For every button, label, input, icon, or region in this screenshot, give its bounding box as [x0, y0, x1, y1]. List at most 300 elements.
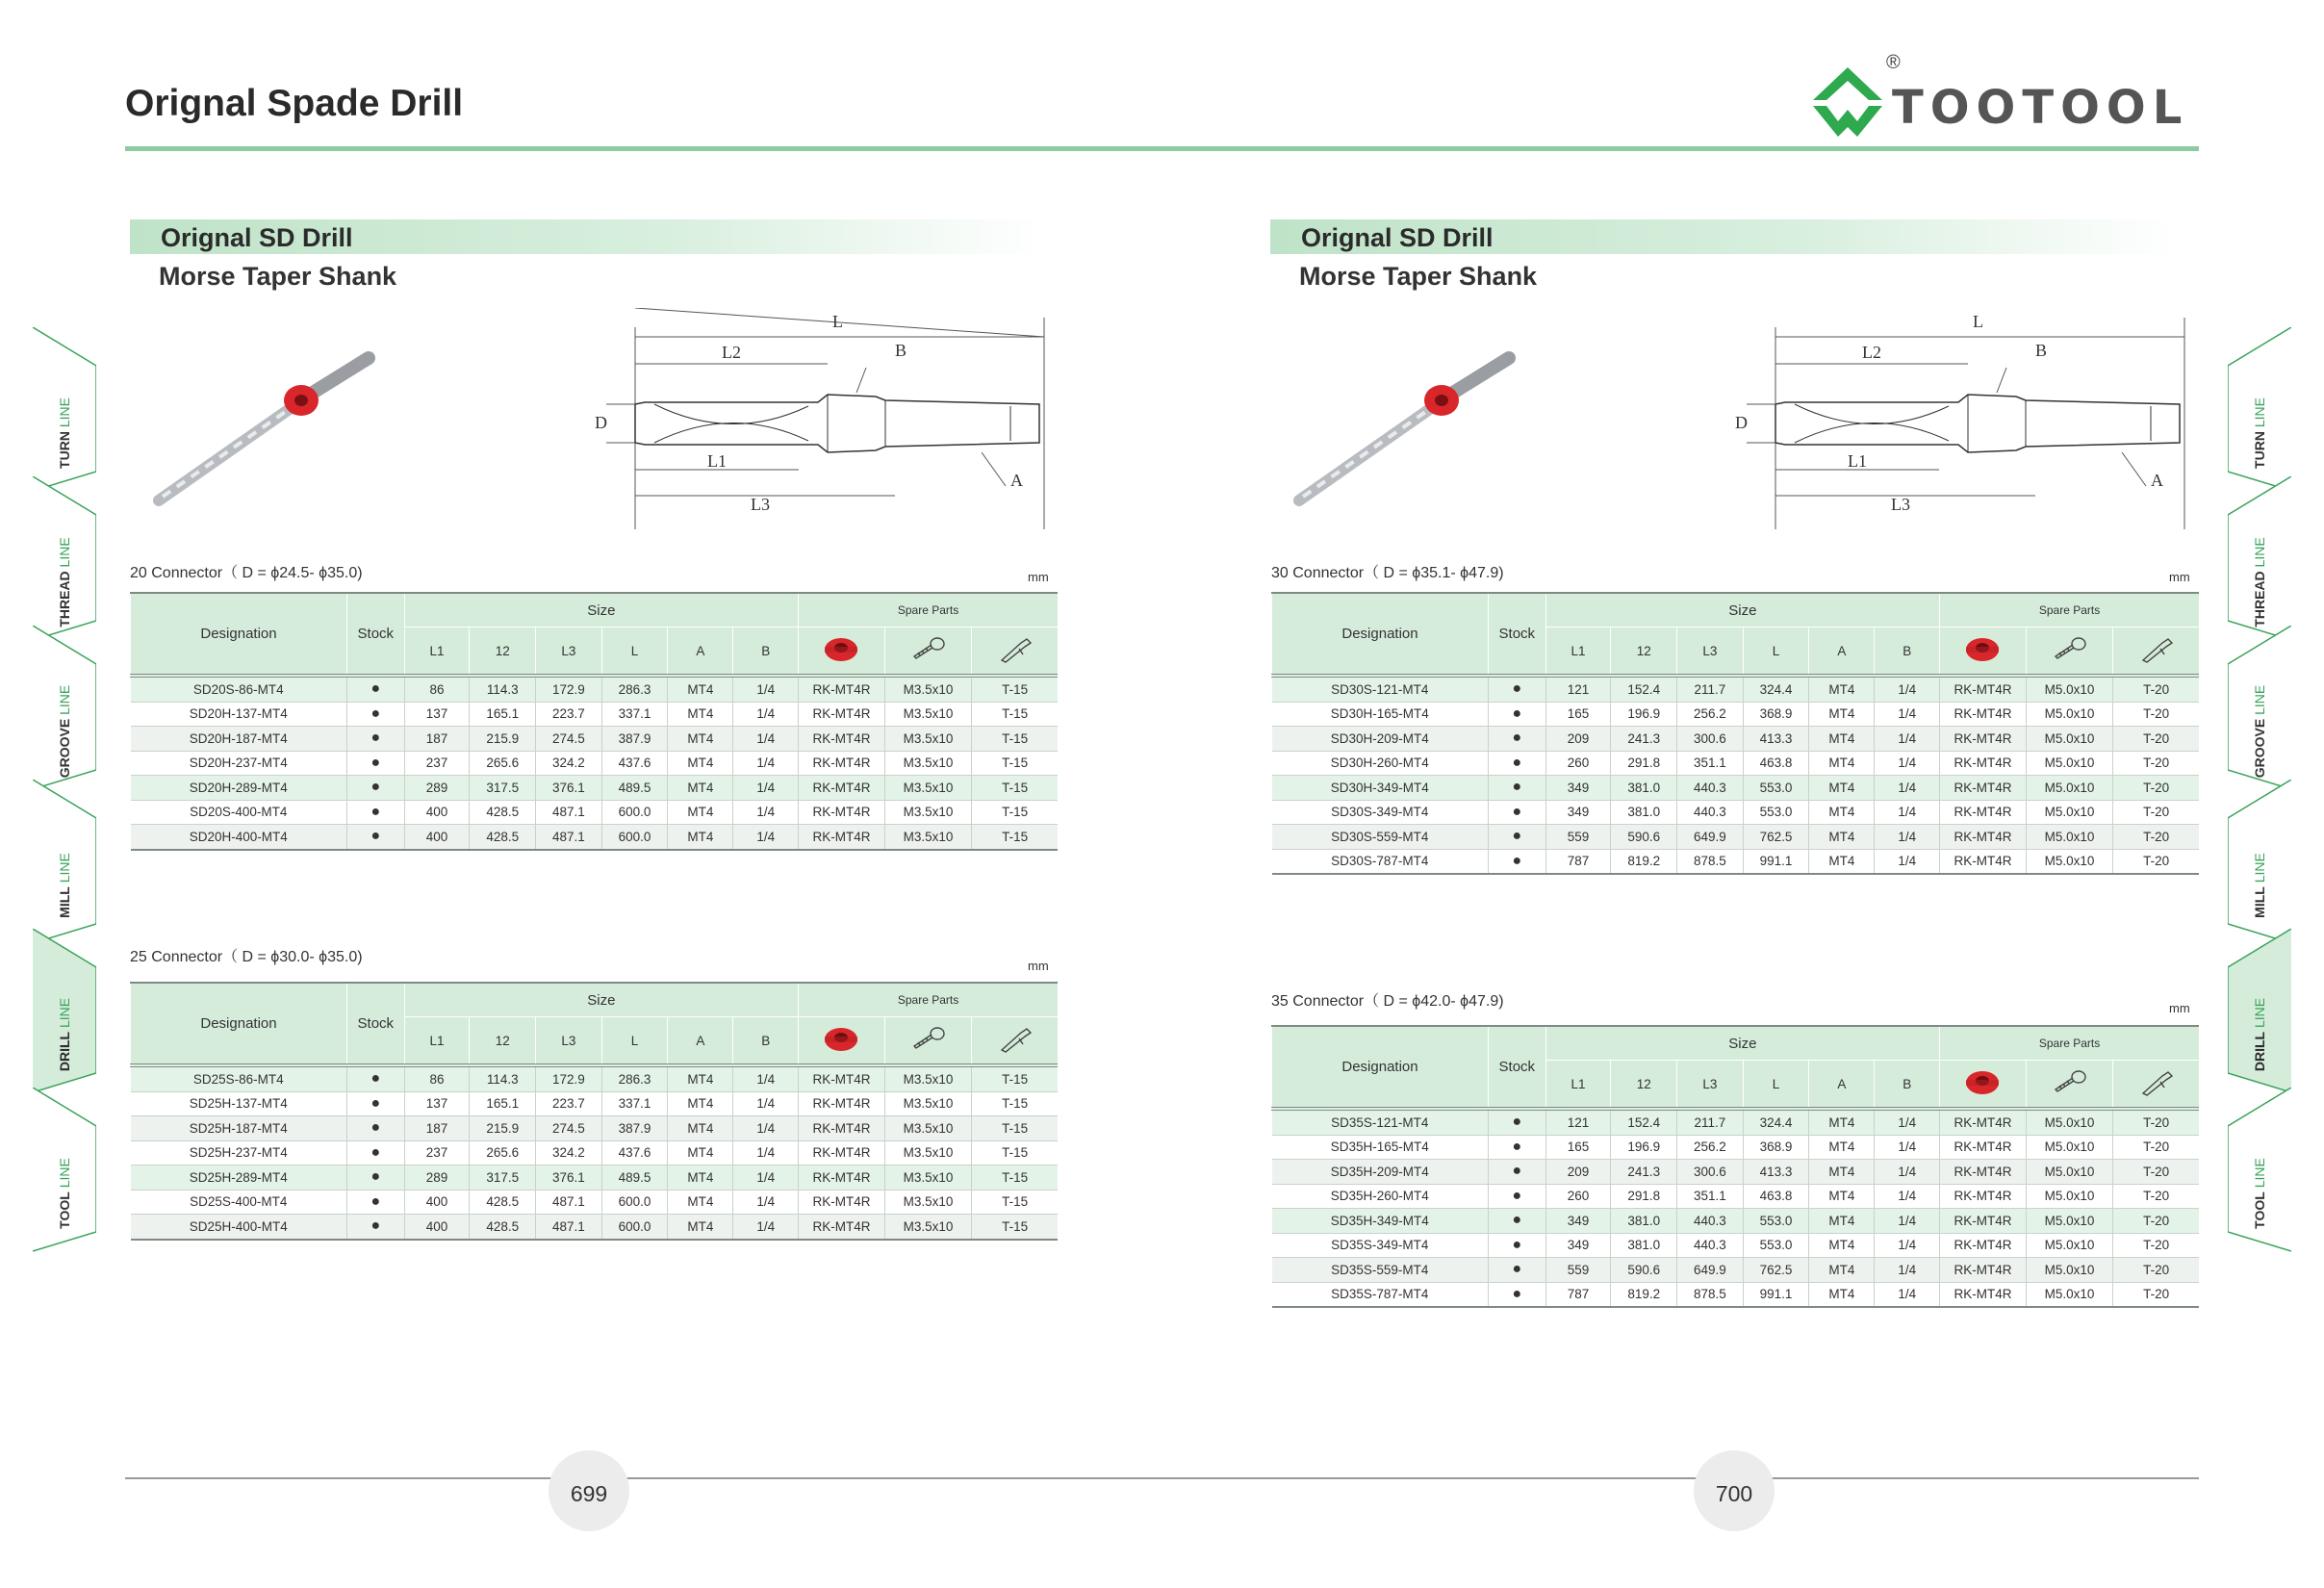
table-cell: M5.0x10 [2026, 702, 2112, 727]
table-cell: MT4 [668, 1091, 733, 1116]
stock-cell: ● [1488, 1233, 1545, 1258]
section-heading-left [130, 219, 1044, 254]
table-cell: 286.3 [601, 1065, 668, 1091]
table-cell: 1/4 [1875, 849, 1940, 874]
table-cell: 381.0 [1611, 776, 1677, 801]
designation-cell: SD35S-121-MT4 [1272, 1109, 1489, 1135]
table-unit: mm [1028, 570, 1049, 584]
table-cell: T-20 [2113, 776, 2199, 801]
side-tab-tool[interactable] [2228, 1088, 2291, 1261]
table-row [131, 825, 1059, 850]
table-caption: 30 Connector（ D = ϕ35.1- ϕ47.9) [1271, 565, 1504, 581]
table-cell: 590.6 [1611, 825, 1677, 850]
stock-cell: ● [346, 1091, 404, 1116]
table-row [1272, 1184, 2200, 1209]
technical-drawing-left [587, 308, 1049, 539]
tab-label [50, 986, 79, 1083]
tab-label-bold: DRILL [57, 1031, 72, 1072]
table-cell: MT4 [1809, 776, 1875, 801]
table-cell: T-20 [2113, 800, 2199, 825]
side-tab-drill[interactable] [33, 929, 96, 1102]
tab-label-light: LINE [2252, 1158, 2267, 1189]
column-header-size-l: L [601, 628, 668, 677]
table-cell: RK-MT4R [799, 1116, 885, 1141]
table-cell: 440.3 [1677, 1209, 1744, 1234]
tab-label-bold: MILL [2252, 886, 2267, 918]
column-header-size-12: 12 [1611, 1061, 1677, 1110]
table-row [1272, 751, 2200, 776]
table-row [1272, 702, 2200, 727]
column-header-designation: Designation [1272, 593, 1489, 676]
column-header-clamp-ring [1940, 1061, 2027, 1110]
side-tab-groove[interactable] [33, 626, 96, 799]
table-cell: 559 [1545, 825, 1611, 850]
table-unit: mm [2169, 570, 2190, 584]
table-cell: 1/4 [1875, 1258, 1940, 1283]
table-cell: 211.7 [1677, 1109, 1744, 1135]
tab-label [50, 1145, 79, 1242]
stock-cell: ● [1488, 727, 1545, 752]
table-cell: 368.9 [1743, 702, 1809, 727]
table-cell: 351.1 [1677, 751, 1744, 776]
dim-label-L3: L3 [1891, 495, 1910, 514]
table-cell: T-20 [2113, 1184, 2199, 1209]
table-cell: RK-MT4R [799, 702, 885, 727]
logo-wordmark: TOOTOOL [1892, 81, 2189, 135]
table-cell: M3.5x10 [884, 1190, 971, 1215]
table-cell: 489.5 [601, 776, 668, 801]
clamp-ring-icon [822, 635, 860, 664]
table-cell: 324.4 [1743, 1109, 1809, 1135]
stock-cell: ● [346, 1065, 404, 1091]
column-header-size-l: L [1743, 1061, 1809, 1110]
column-header-size-b: B [733, 628, 799, 677]
table-row [131, 1116, 1059, 1141]
designation-cell: SD30S-559-MT4 [1272, 825, 1489, 850]
column-header-key [2113, 628, 2199, 677]
table-cell: 440.3 [1677, 776, 1744, 801]
stock-cell: ● [346, 1165, 404, 1191]
stock-cell: ● [1488, 800, 1545, 825]
table-cell: M3.5x10 [884, 825, 971, 850]
designation-cell: SD25H-289-MT4 [131, 1165, 347, 1191]
table-cell: 559 [1545, 1258, 1611, 1283]
tab-label-light: LINE [57, 853, 72, 884]
table-cell: 600.0 [601, 1190, 668, 1215]
table-cell: 265.6 [470, 751, 536, 776]
table-cell: 553.0 [1743, 800, 1809, 825]
table-cell: 324.2 [536, 751, 602, 776]
table-cell: 1/4 [1875, 751, 1940, 776]
table-cell: 553.0 [1743, 776, 1809, 801]
table-cell: MT4 [668, 751, 733, 776]
column-header-size-a: A [668, 628, 733, 677]
table-cell: 878.5 [1677, 849, 1744, 874]
table-cell: 1/4 [733, 1091, 799, 1116]
table-cell: T-15 [972, 727, 1058, 752]
table-cell: 237 [404, 1140, 470, 1165]
table-cell: 428.5 [470, 825, 536, 850]
table-cell: RK-MT4R [799, 751, 885, 776]
table-cell: M3.5x10 [884, 1065, 971, 1091]
table-cell: MT4 [668, 1165, 733, 1191]
table-cell: 300.6 [1677, 727, 1744, 752]
side-tab-thread[interactable] [2228, 476, 2291, 650]
table-cell: 165 [1545, 702, 1611, 727]
table-cell: 317.5 [470, 776, 536, 801]
table-cell: 381.0 [1611, 1233, 1677, 1258]
table-cell: MT4 [1809, 1233, 1875, 1258]
table-cell: 878.5 [1677, 1282, 1744, 1307]
table-row [131, 751, 1059, 776]
table-row [1272, 1233, 2200, 1258]
table-cell: MT4 [668, 702, 733, 727]
column-header-size: Size [404, 593, 799, 628]
table-cell: MT4 [1809, 1135, 1875, 1160]
table-cell: 762.5 [1743, 825, 1809, 850]
table-cell: MT4 [1809, 800, 1875, 825]
table-cell: M3.5x10 [884, 676, 971, 702]
side-tab-mill[interactable] [2228, 780, 2291, 953]
table-cell: 437.6 [601, 751, 668, 776]
table-cell: 291.8 [1611, 1184, 1677, 1209]
table-cell: 600.0 [601, 825, 668, 850]
column-header-size-b: B [1875, 1061, 1940, 1110]
table-cell: 1/4 [1875, 1184, 1940, 1209]
clamp-ring-icon [1963, 635, 2002, 664]
dim-label-L1: L1 [1848, 451, 1867, 471]
table-cell: 265.6 [470, 1140, 536, 1165]
table-cell: MT4 [668, 1215, 733, 1240]
table-cell: 1/4 [733, 1065, 799, 1091]
table-row [131, 1190, 1059, 1215]
table-cell: T-15 [972, 751, 1058, 776]
table-cell: T-20 [2113, 1233, 2199, 1258]
side-tab-turn[interactable] [2228, 327, 2291, 500]
table-cell: 376.1 [536, 1165, 602, 1191]
table-cell: 187 [404, 1116, 470, 1141]
tab-label-light: LINE [2252, 537, 2267, 568]
table-cell: T-20 [2113, 1282, 2199, 1307]
table-cell: MT4 [668, 1065, 733, 1091]
side-tab-drill[interactable] [2228, 929, 2291, 1102]
table-cell: 196.9 [1611, 1135, 1677, 1160]
table-row [1272, 825, 2200, 850]
table-cell: 600.0 [601, 1215, 668, 1240]
column-header-size: Size [404, 983, 799, 1017]
table-cell: M5.0x10 [2026, 800, 2112, 825]
designation-cell: SD20S-86-MT4 [131, 676, 347, 702]
tab-label [50, 683, 79, 780]
tab-label-light: LINE [57, 1158, 72, 1189]
table-cell: 349 [1545, 1233, 1611, 1258]
side-tabs-left [33, 327, 108, 1290]
table-cell: 172.9 [536, 1065, 602, 1091]
column-header-size-l: L [601, 1017, 668, 1066]
dim-label-L2: L2 [1862, 343, 1881, 362]
table-cell: RK-MT4R [799, 1215, 885, 1240]
table-cell: 114.3 [470, 676, 536, 702]
column-header-size-12: 12 [470, 628, 536, 677]
table-cell: M3.5x10 [884, 727, 971, 752]
tab-label-bold: TURN [2252, 431, 2267, 469]
table-cell: M3.5x10 [884, 1215, 971, 1240]
table-cell: RK-MT4R [799, 1091, 885, 1116]
table-cell: M5.0x10 [2026, 1184, 2112, 1209]
table-cell: 349 [1545, 776, 1611, 801]
table-cell: 274.5 [536, 1116, 602, 1141]
table-cell: 237 [404, 751, 470, 776]
side-tab-turn[interactable] [33, 327, 96, 500]
tab-label [2245, 837, 2274, 934]
column-header-designation: Designation [1272, 1026, 1489, 1109]
table-row [131, 1140, 1059, 1165]
table-cell: 1/4 [1875, 1109, 1940, 1135]
table-cell: 413.3 [1743, 1160, 1809, 1185]
table-cell: MT4 [1809, 751, 1875, 776]
table-cell: T-15 [972, 1215, 1058, 1240]
table-cell: M5.0x10 [2026, 727, 2112, 752]
table-cell: MT4 [1809, 825, 1875, 850]
column-header-size-l1: L1 [404, 1017, 470, 1066]
table-cell: 187 [404, 727, 470, 752]
designation-cell: SD20H-137-MT4 [131, 702, 347, 727]
dim-label-D: D [595, 413, 607, 432]
section-subtitle: Morse Taper Shank [1299, 262, 1538, 291]
column-header-spare-parts: Spare Parts [1940, 1026, 2199, 1061]
column-header-key [972, 1017, 1058, 1066]
stock-cell: ● [1488, 676, 1545, 702]
tab-label [2245, 986, 2274, 1083]
table-cell: 196.9 [1611, 702, 1677, 727]
table-cell: RK-MT4R [1940, 1233, 2027, 1258]
table-cell: 1/4 [733, 825, 799, 850]
table-cell: 209 [1545, 727, 1611, 752]
table-cell: T-15 [972, 702, 1058, 727]
column-header-screw [884, 628, 971, 677]
designation-cell: SD30H-349-MT4 [1272, 776, 1489, 801]
table-cell: T-20 [2113, 1209, 2199, 1234]
designation-cell: SD30S-349-MT4 [1272, 800, 1489, 825]
tab-label-bold: TOOL [2252, 1191, 2267, 1229]
table-cell: 553.0 [1743, 1233, 1809, 1258]
designation-cell: SD25H-187-MT4 [131, 1116, 347, 1141]
table-cell: 1/4 [733, 776, 799, 801]
table-row [131, 676, 1059, 702]
table-cell: 787 [1545, 849, 1611, 874]
designation-cell: SD20S-400-MT4 [131, 800, 347, 825]
stock-cell: ● [346, 800, 404, 825]
table-cell: M5.0x10 [2026, 1258, 2112, 1283]
table-row [1272, 1209, 2200, 1234]
table-cell: 381.0 [1611, 800, 1677, 825]
stock-cell: ● [1488, 1109, 1545, 1135]
table-cell: M5.0x10 [2026, 849, 2112, 874]
table-cell: 440.3 [1677, 800, 1744, 825]
table-cell: T-20 [2113, 676, 2199, 702]
table-cell: 86 [404, 676, 470, 702]
table-row [1272, 776, 2200, 801]
table-cell: 1/4 [1875, 1135, 1940, 1160]
table-cell: 211.7 [1677, 676, 1744, 702]
table-cell: RK-MT4R [1940, 702, 2027, 727]
side-tabs-right [2228, 327, 2303, 1290]
table-cell: RK-MT4R [1940, 1258, 2027, 1283]
column-header-size-l3: L3 [536, 1017, 602, 1066]
table-cell: M3.5x10 [884, 751, 971, 776]
table-cell: 1/4 [1875, 727, 1940, 752]
table-cell: MT4 [668, 800, 733, 825]
table-cell: RK-MT4R [1940, 1160, 2027, 1185]
designation-cell: SD20H-289-MT4 [131, 776, 347, 801]
side-tab-thread[interactable] [33, 476, 96, 650]
table-cell: 381.0 [1611, 1209, 1677, 1234]
table-cell: M3.5x10 [884, 1116, 971, 1141]
table-cell: 209 [1545, 1160, 1611, 1185]
stock-cell: ● [1488, 1184, 1545, 1209]
table-cell: RK-MT4R [799, 800, 885, 825]
table-row [1272, 1135, 2200, 1160]
table-cell: MT4 [1809, 1209, 1875, 1234]
table-cell: MT4 [1809, 1258, 1875, 1283]
dim-label-B: B [895, 341, 907, 360]
spec-table-30-connector [1271, 592, 2199, 875]
side-tab-groove[interactable] [2228, 626, 2291, 799]
column-header-size-l3: L3 [1677, 1061, 1744, 1110]
dim-label-L: L [832, 312, 843, 331]
stock-cell: ● [1488, 1258, 1545, 1283]
table-cell: M5.0x10 [2026, 1209, 2112, 1234]
column-header-stock: Stock [346, 593, 404, 676]
column-header-size-b: B [1875, 628, 1940, 677]
table-row [131, 776, 1059, 801]
drill-photo-right [1290, 346, 1520, 510]
table-cell: 400 [404, 825, 470, 850]
table-cell: M5.0x10 [2026, 1233, 2112, 1258]
table-cell: 1/4 [733, 1215, 799, 1240]
screw-icon [2050, 635, 2088, 664]
table-row [1272, 800, 2200, 825]
table-cell: M5.0x10 [2026, 825, 2112, 850]
table-cell: T-20 [2113, 1258, 2199, 1283]
table-cell: 300.6 [1677, 1160, 1744, 1185]
table-cell: 152.4 [1611, 1109, 1677, 1135]
table-cell: RK-MT4R [1940, 727, 2027, 752]
section-heading-right [1270, 219, 2175, 254]
table-row [1272, 849, 2200, 874]
table-cell: 349 [1545, 800, 1611, 825]
column-header-size: Size [1545, 593, 1940, 628]
table-cell: 1/4 [1875, 825, 1940, 850]
table-cell: T-15 [972, 825, 1058, 850]
table-cell: MT4 [1809, 849, 1875, 874]
table-cell: MT4 [668, 727, 733, 752]
stock-cell: ● [346, 1116, 404, 1141]
table-cell: 400 [404, 1190, 470, 1215]
column-header-size-12: 12 [470, 1017, 536, 1066]
table-cell: 165.1 [470, 702, 536, 727]
tab-label-bold: MILL [57, 886, 72, 918]
tab-label [50, 837, 79, 934]
table-cell: M3.5x10 [884, 1140, 971, 1165]
dim-label-B: B [2035, 341, 2048, 360]
table-cell: 787 [1545, 1282, 1611, 1307]
table-cell: 260 [1545, 1184, 1611, 1209]
table-cell: 256.2 [1677, 702, 1744, 727]
table-cell: 489.5 [601, 1165, 668, 1191]
table-cell: T-20 [2113, 1109, 2199, 1135]
table-cell: MT4 [1809, 1160, 1875, 1185]
designation-cell: SD25S-400-MT4 [131, 1190, 347, 1215]
table-cell: 649.9 [1677, 1258, 1744, 1283]
table-cell: 368.9 [1743, 1135, 1809, 1160]
table-cell: 1/4 [733, 800, 799, 825]
stock-cell: ● [346, 727, 404, 752]
drill-photo-left [149, 346, 380, 510]
tab-label [2245, 534, 2274, 630]
table-cell: RK-MT4R [1940, 825, 2027, 850]
table-cell: 241.3 [1611, 727, 1677, 752]
table-cell: 819.2 [1611, 1282, 1677, 1307]
table-cell: 274.5 [536, 727, 602, 752]
column-header-size-l: L [1743, 628, 1809, 677]
table-cell: MT4 [1809, 676, 1875, 702]
side-tab-tool[interactable] [33, 1088, 96, 1261]
table-cell: T-15 [972, 676, 1058, 702]
table-unit: mm [2169, 1001, 2190, 1015]
column-header-key [972, 628, 1058, 677]
table-cell: M3.5x10 [884, 1165, 971, 1191]
table-cell: 165.1 [470, 1091, 536, 1116]
column-header-size-12: 12 [1611, 628, 1677, 677]
screw-icon [908, 635, 947, 664]
table-unit: mm [1028, 959, 1049, 973]
title-divider [125, 146, 2199, 151]
side-tab-mill[interactable] [33, 780, 96, 953]
table-cell: 1/4 [733, 727, 799, 752]
table-cell: 241.3 [1611, 1160, 1677, 1185]
page-number-right [1694, 1450, 1775, 1531]
table-caption: 35 Connector（ D = ϕ42.0- ϕ47.9) [1271, 993, 1504, 1010]
table-cell: 289 [404, 1165, 470, 1191]
column-header-size-a: A [1809, 628, 1875, 677]
table-cell: 463.8 [1743, 1184, 1809, 1209]
column-header-size: Size [1545, 1026, 1940, 1061]
table-cell: 1/4 [733, 1116, 799, 1141]
column-header-designation: Designation [131, 983, 347, 1065]
table-cell: 1/4 [1875, 800, 1940, 825]
dim-label-A: A [2151, 471, 2163, 490]
table-cell: 289 [404, 776, 470, 801]
table-cell: 387.9 [601, 1116, 668, 1141]
table-cell: M5.0x10 [2026, 1109, 2112, 1135]
table-cell: MT4 [668, 1190, 733, 1215]
designation-cell: SD35H-209-MT4 [1272, 1160, 1489, 1185]
stock-cell: ● [346, 1190, 404, 1215]
table-cell: 600.0 [601, 800, 668, 825]
table-cell: MT4 [668, 1140, 733, 1165]
table-row [131, 1065, 1059, 1091]
tab-label-bold: THREAD [57, 571, 72, 628]
table-cell: MT4 [1809, 702, 1875, 727]
column-header-key [2113, 1061, 2199, 1110]
table-cell: 428.5 [470, 800, 536, 825]
table-cell: 487.1 [536, 800, 602, 825]
table-cell: M3.5x10 [884, 800, 971, 825]
column-header-size-l1: L1 [1545, 1061, 1611, 1110]
stock-cell: ● [346, 776, 404, 801]
section-title: Orignal SD Drill [161, 223, 353, 252]
